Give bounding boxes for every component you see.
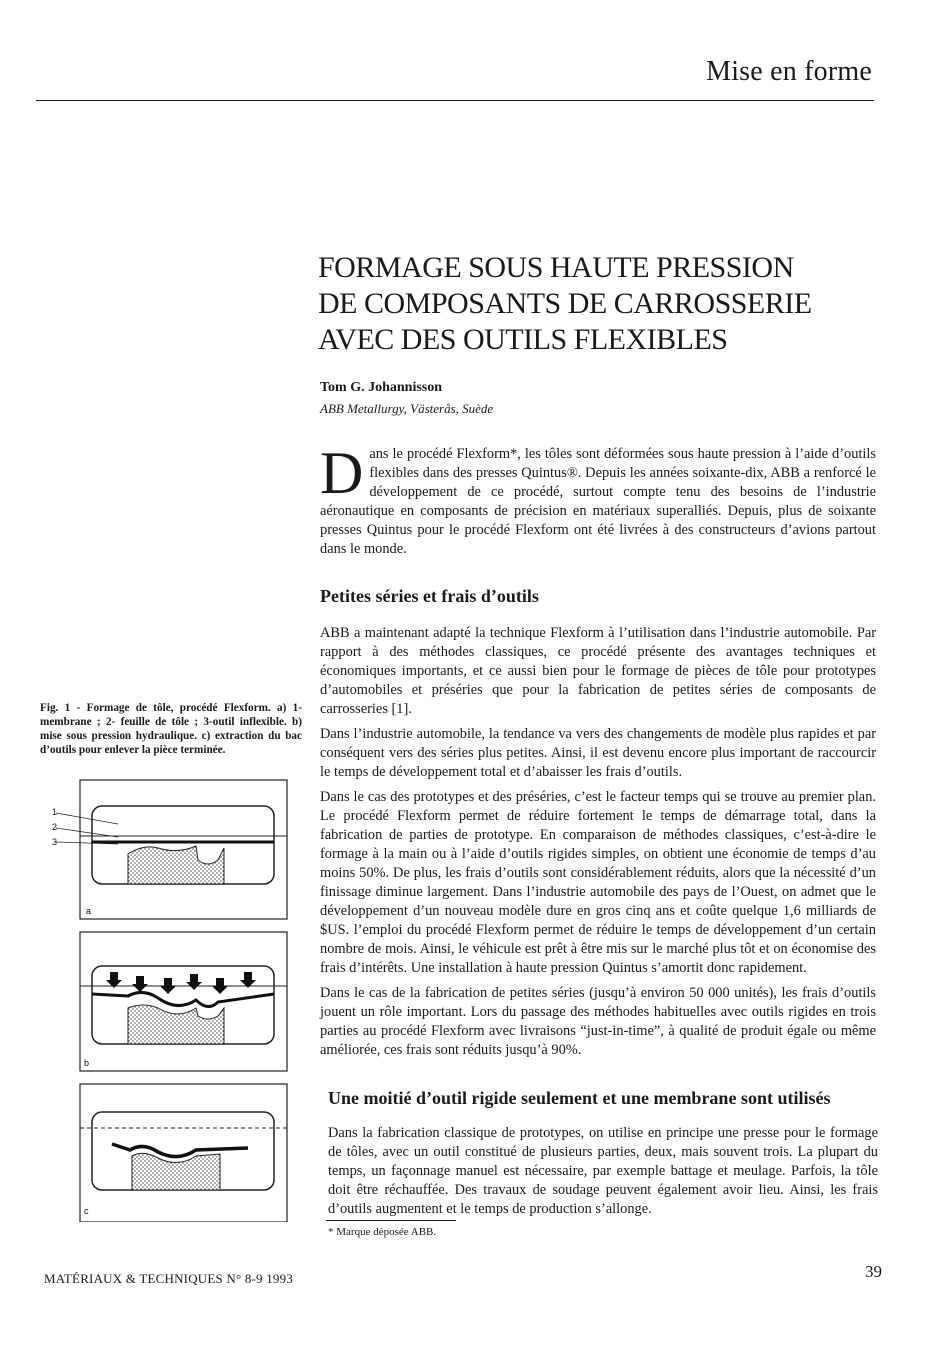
section-heading: Petites séries et frais d’outils (320, 586, 539, 606)
paragraph: Dans l’industrie automobile, la tendance va vers des changements de modèle plus rapides et par conséquent vers des séries plus petites. Ainsi, il est devenu encore plus important de raccourcir le temps de développement total et d’abaisser les frais d’outils. (320, 726, 876, 780)
callout-line (56, 813, 118, 824)
panel-a (52, 780, 287, 919)
pressure-arrow (186, 974, 202, 990)
pressure-arrow (212, 978, 228, 994)
article-title (318, 250, 878, 358)
section-body (320, 624, 876, 1066)
title-line: AVEC DES OUTILS FLEXIBLES (318, 323, 728, 356)
panel-label: c (84, 1206, 89, 1216)
panel-c (80, 1084, 287, 1222)
intro-text: ans le procédé Flexform*, les tôles sont déformées sous haute pression à l’aide d’outils flexibles dans des presses Quintus®. Depuis les années soixante-dix, ABB a renforcé le développement de ce procédé, surtout compte tenu des besoins de l’industrie aéronautique en composants de précision en matériaux superalliés. Depuis, plus de soixante presses Quintus pour le procédé Flexform ont été livrées à des constructeurs d’avions partout dans le monde. (320, 446, 876, 557)
drop-cap: D (320, 440, 364, 506)
journal-footer: MATÉRIAUX & TECHNIQUES N° 8-9 1993 (44, 1271, 294, 1286)
finished-part (112, 1144, 248, 1157)
rigid-tool (128, 1005, 224, 1044)
title-line: DE COMPOSANTS DE CARROSSERIE (318, 287, 812, 320)
header-rule (36, 100, 874, 101)
title-line: FORMAGE SOUS HAUTE PRESSION (318, 251, 794, 284)
pressure-arrow (132, 976, 148, 992)
figure-caption: Fig. 1 - Formage de tôle, procédé Flexform. a) 1-membrane ; 2- feuille de tôle ; 3-outil inflexible. b) mise sous pression hydraulique. c) extraction du bac d’outils pour enlever la pièce terminée. (40, 702, 302, 756)
callout-label: 2 (52, 822, 58, 832)
section-heading: Une moitié d’outil rigide seulement et une membrane sont utilisés (328, 1088, 831, 1108)
figure-flexform-diagram (48, 776, 292, 1222)
paragraph: Dans la fabrication classique de prototypes, on utilise en principe une presse pour le formage de tôles, avec un outil constitué de plusieurs parties, deux, mais souvent trois. La plupart du temps, un façonnage manuel est nécessaire, par exemple battage et meulage. Parfois, la tôle doit être réchauffée. Des travaux de soudage peuvent également avoir lieu. Ainsi, les frais d’outils augmentent et le temps de production s’allonge. (328, 1125, 878, 1217)
panel-frame (80, 1084, 287, 1222)
paragraph: Dans le cas des prototypes et des préséries, c’est le facteur temps qui se trouve au premier plan. Le procédé Flexform permet de réduire fortement le temps de démarrage total, dans la fabrication de parties de prototype. En comparaison de méthodes classiques, c’est-à-dire le formage à la main ou à l’aide d’outils rigides simples, on obtient une économie de temps d’au moins 50%. De plus, les frais d’outils sont considérablement réduits, alors que la nécessité d’un finissage diminue largement. Dans l’industrie automobile des pays de l’Ouest, on admet que le développement d’un nouveau modèle dure en gros cinq ans et coûte quelque 1,6 milliards de $US. l’emploi du procédé Flexform permet de réduire le temps de développement d’un certain nombre de mois. Ainsi, le véhicule est prêt à être mis sur le marché plus tôt et on économise des frais d’intérêts. Une installation à haute pression Quintus s’amortit donc rapidement. (320, 789, 876, 976)
callout-label: 1 (52, 807, 58, 817)
section-label: Mise en forme (706, 56, 872, 87)
rigid-tool (132, 1153, 220, 1190)
panel-label: a (86, 906, 92, 916)
footnote: * Marque déposée ABB. (328, 1226, 437, 1238)
page-number: 39 (865, 1262, 882, 1281)
section-body (328, 1124, 878, 1225)
intro-paragraph (320, 440, 876, 559)
author-affiliation: ABB Metallurgy, Västerås, Suède (320, 401, 494, 416)
rigid-tool (128, 846, 224, 884)
paragraph: Dans le cas de la fabrication de petites séries (jusqu’à environ 50 000 unités), les frais d’outils jouent un rôle important. Lors du passage des méthodes habituelles avec outils rigides en trois parties au procédé Flexform avec livraisons “just-in-time”, à qualité de produit égale ou même améliorée, ces frais sont réduits jusqu’à 90%. (320, 985, 876, 1058)
formed-sheet (92, 992, 274, 1006)
pressure-arrow (160, 978, 176, 994)
callout-label: 3 (52, 837, 58, 847)
paragraph: ABB a maintenant adapté la technique Flexform à l’utilisation dans l’industrie automobile. Par rapport à des méthodes classiques, ce procédé présente des avantages techniques et économiques importants, et ce aussi bien pour le formage de pièces de tôle pour prototypes d’automobiles et préséries que pour la fabrication de petites séries de composants de carrosseries [1]. (320, 625, 876, 717)
figure-svg (48, 776, 292, 1222)
panel-b (80, 932, 287, 1071)
panel-label: b (84, 1058, 90, 1068)
panel-frame (80, 932, 287, 1071)
author-name: Tom G. Johannisson (320, 380, 443, 395)
footnote-rule (326, 1220, 456, 1221)
